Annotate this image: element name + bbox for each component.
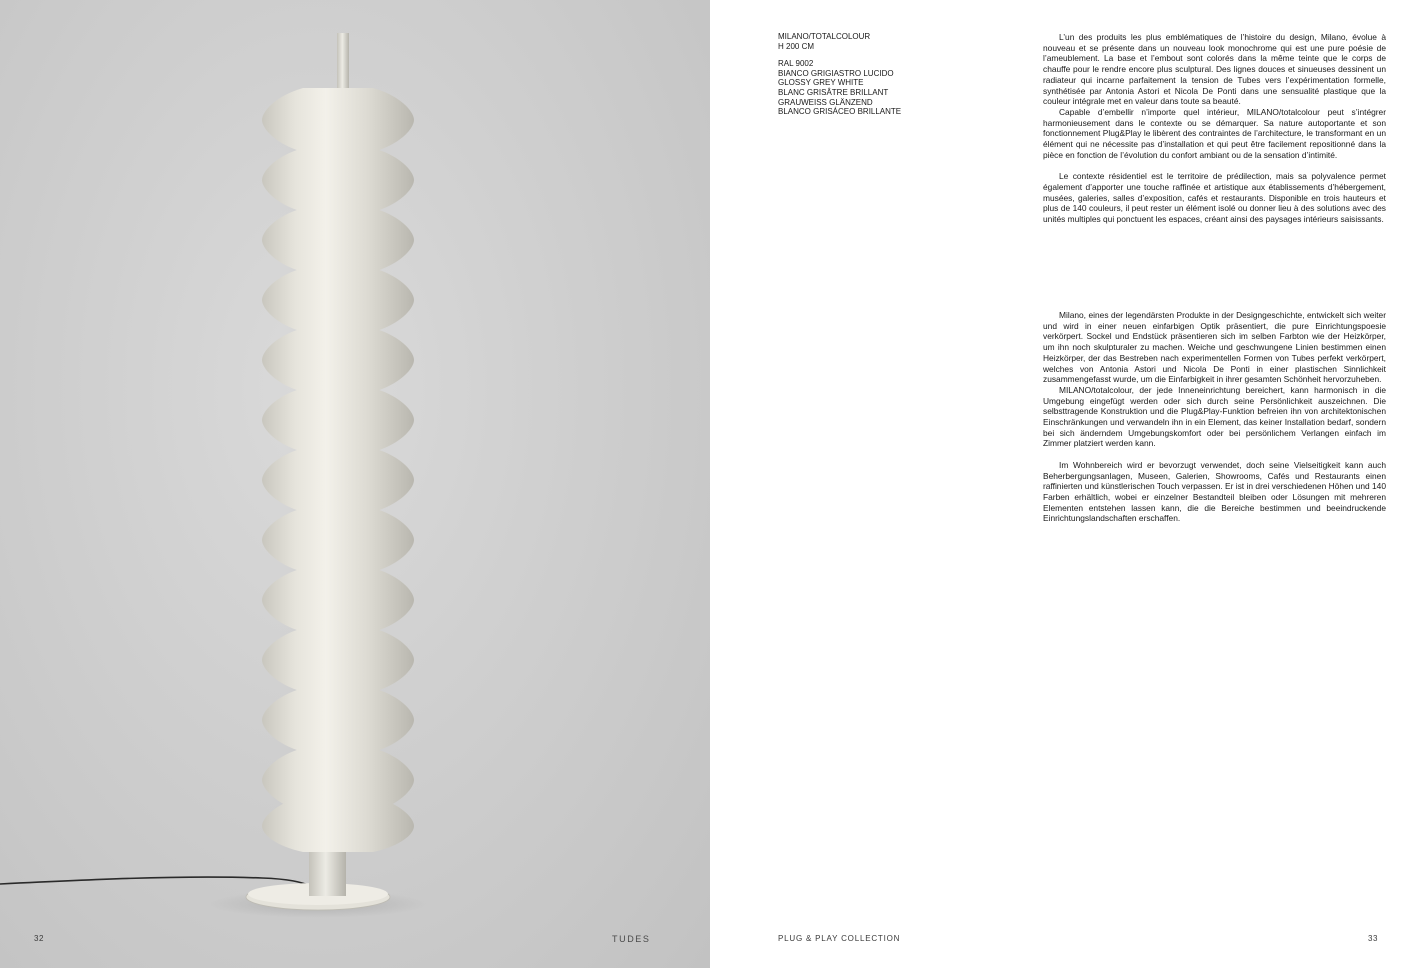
spec-height: H 200 CM bbox=[778, 41, 815, 51]
french-paragraph: Capable d’embellir n’importe quel intérieur, MILANO/totalcolour peut s’intégrer harmonieusement dans le contexte ou se démarquer. Sa nature autoportante et son fonctionnement Plug&Play le libèrent des contraintes de l’architecture, le transformant en un élément qui ne nécessite pas d’installation et qui peut être facilement repositionné dans la pièce en fonction de l’évolution du confort ambiant ou de la sensation d’intimité. bbox=[1043, 106, 1386, 160]
spec-finish-block bbox=[778, 59, 978, 117]
spec-finish-it: BIANCO GRIGIASTRO LUCIDO bbox=[778, 68, 894, 78]
page-number-left: 32 bbox=[34, 934, 45, 943]
french-paragraph: L’un des produits les plus emblématiques de l’histoire du design, Milano, évolue à nouveau et se présente dans un nouveau look monochrome qui est une pure poésie de l’ameublement. La base et l’embout sont colorés dans la même teinte que le corps de chauffe pour le rendre encore plus sculptural. Des lignes douces et sinueuses dessinent un radiateur qui incarne parfaitement la tension de Tubes vers l’expérimentation formelle, synthétisée par Antonia Astori et Nicola De Ponti dans une sensualité plastique que la couleur intégrale met en valeur dans toute sa beauté. bbox=[1043, 32, 1386, 107]
german-paragraph: Milano, eines der legendärsten Produkte in der Designgeschichte, entwickelt sich weiter und wird in einer neuen einfarbigen Optik präsentiert, die pure Einrichtungspoesie verkörpert. Sockel und Endstück präsentieren sich im selben Farbton wie der Heizkörper, um ihn noch skulpturaler zu machen. Weiche und geschwungene Linien bestimmen einen Heizkörper, der das Bestreben nach experimentellen Formen von Tubes perfekt verkörpert, welches von Antonia Astori und Nicola De Ponti in einer plastischen Sinnlichkeit zusammengefasst wurde, um die Einfarbigkeit in ihrer gesamten Schönheit hervorzuheben. bbox=[1043, 310, 1386, 385]
spec-model-block bbox=[778, 32, 978, 51]
spec-finish-code: RAL 9002 bbox=[778, 59, 814, 69]
spec-finish-fr: BLANC GRISÂTRE BRILLANT bbox=[778, 87, 889, 97]
running-title-left: TUDES bbox=[612, 934, 651, 944]
german-paragraph: Im Wohnbereich wird er bevorzugt verwendet, doch seine Vielseitigkeit kann auch Beherbergungsanlagen, Museen, Galerien, Showrooms, Cafés und Restaurants einen raffinierten und künstlerischen Touch verpassen. Er ist in drei verschiedenen Höhen und 140 Farben erhältlich, wobei er einzelner Bestandteil bleiben oder Lösungen mit mehreren Elementen entstehen lassen kann, die die Bereiche bestimmen und beeindruckende Einrichtungslandschaften erschaffen. bbox=[1043, 459, 1386, 524]
spec-model: MILANO/TOTALCOLOUR bbox=[778, 32, 871, 41]
page-number-right: 33 bbox=[1368, 934, 1379, 943]
product-spec bbox=[778, 32, 978, 125]
radiator-lobes bbox=[262, 88, 414, 852]
french-paragraph: Le contexte résidentiel est le territoire de prédilection, mais sa polyvalence permet également d’apporter une touche raffinée et artistique aux établissements d’hébergement, musées, galeries, salles d’exposition, cafés et restaurants. Disponible en trois hauteurs et plus de 140 couleurs, il peut rester un élément isolé ou donner lieu à des solutions avec des unités multiples qui ponctuent les espaces, créant ainsi des paysages intérieurs saisissants. bbox=[1043, 171, 1386, 224]
running-title-right: PLUG & PLAY COLLECTION bbox=[778, 934, 901, 943]
right-page bbox=[710, 0, 1420, 968]
german-text bbox=[1043, 310, 1386, 524]
german-paragraph: MILANO/totalcolour, der jede Inneneinrichtung bereichert, kann harmonisch in die Umgebung eingefügt werden oder sich durch seine Persönlichkeit auszeichnen. Die selbsttragende Konstruktion und die Plug&Play-Funktion befreien ihn von architektonischen Einschränkungen und verwandeln ihn in ein Element, das keiner Installation bedarf, sondern bei sich änderndem Umgebungskomfort oder bei persönlichem Verlangen einfach im Zimmer platziert werden kann. bbox=[1043, 384, 1386, 449]
french-text bbox=[1043, 32, 1386, 225]
spec-finish-es: BLANCO GRISÁCEO BRILLANTE bbox=[778, 107, 902, 117]
spec-finish-en: GLOSSY GREY WHITE bbox=[778, 78, 864, 88]
spec-finish-de: GRAUWEISS GLÄNZEND bbox=[778, 97, 873, 107]
